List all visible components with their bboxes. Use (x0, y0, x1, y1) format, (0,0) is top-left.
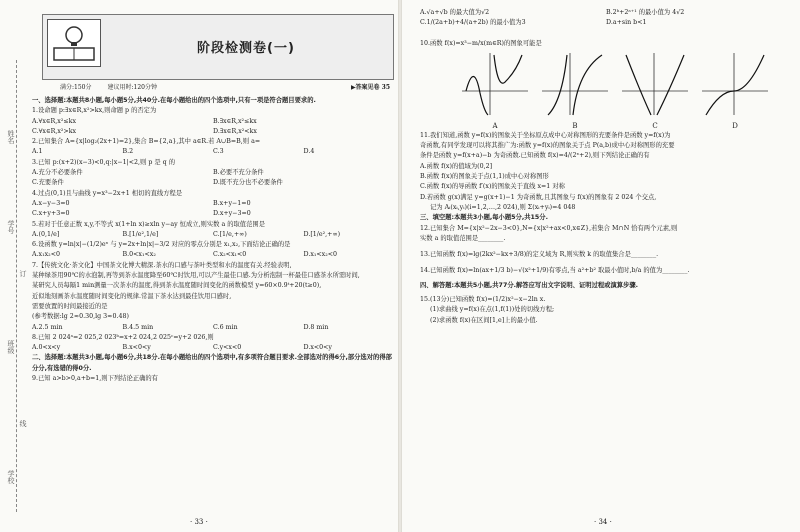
option: B.[1/e²,1/e] (122, 230, 159, 238)
section-heading: 三、填空题:本题共3小题,每小题5分,共15分. (420, 214, 548, 222)
option: C.x₂<x₁<0 (213, 251, 247, 259)
graph-options (460, 51, 792, 131)
question-text: 10.函数 f(x)=x³−m/x(m∈R)的图象可能是 (420, 39, 542, 47)
option: C.∀x∈R,x²>kx (32, 127, 77, 135)
lightbulb-book-icon (47, 19, 101, 67)
student-id-label: 学号 (7, 220, 15, 234)
question-text: 14.已知函数 f(x)=ln(ax+1/3 b)−√(x²+1/9)有零点,当 a²+b² 取最小值时,b/a 的值为________. (420, 267, 690, 275)
line-mark: 线 (19, 420, 27, 427)
right-page (402, 0, 800, 532)
question-text: 6.设函数 y=ln|x|−(1/2)eˣ 与 y=2x+ln|x|−3/2 对应的零点分别是 x₁,x₂,下面结论正确的是 (32, 241, 291, 249)
option: B.函数 f(x)的图象关于点(1,1)成中心对称图形 (420, 173, 549, 181)
question-text: 奇函数,有同学发现可以将其推广为:函数 y=f(x)的图象关于点 P(a,b)成中心对称图形的充要 (420, 142, 675, 150)
graph-label: D (732, 122, 738, 131)
option: C.3 (213, 148, 224, 156)
question-text: (参考数据:lg 2≈0.30,lg 3≈0.48) (32, 313, 129, 321)
option: A.1 (32, 148, 43, 156)
graph-option-c (620, 51, 690, 131)
option: B.2ᵇ+2ᵃ⁺¹ 的最小值为 4√2 (606, 9, 685, 16)
option: C.6 min (213, 323, 238, 331)
option: C.[1/e,+∞) (213, 230, 247, 238)
question-text: 12.已知集合 M={x|x²−2x−3<0},N={x|x²+ax<0,x∈Z},若集合 M∩N 恰有两个元素,则 (420, 224, 678, 232)
option: A.(0,1/e] (32, 230, 60, 238)
question-text: 13.已知函数 f(x)=lg(2kx²−kx+3/8)的定义域为 R,则实数 k 的取值集合是________. (420, 251, 659, 259)
graph-label: A (492, 122, 498, 131)
school-label: 学校 (7, 470, 15, 484)
option: A.x−y−3=0 (32, 199, 70, 207)
question-text: 1.设命题 p:∃x∈R,x²>kx,则命题 p 的否定为 (32, 107, 157, 115)
option: D.8 min (303, 323, 329, 331)
left-content (32, 96, 394, 384)
option: D.4 (303, 148, 315, 156)
question-text: 某种绿茶用90℃的水泡制,再等到茶水温度降至60℃时饮用,可以产生最佳口感.为分析泡制一杯最佳口感茶水所需时间, (32, 272, 360, 280)
question-text: 3.已知 p:(x+2)(x−3)<0,q:|x−1|<2,则 p 是 q 的 (32, 158, 176, 166)
option: D.∃x∈R,x²<kx (213, 127, 257, 135)
section-heading: 二、选择题:本题共3小题,每小题6分,共18分.在每小题给出的四个选项中,有多项符合题目要求.全部选对的得6分,部分选对的得部分分,有选错的得0分. (32, 354, 392, 372)
option: B.4.5 min (122, 323, 154, 331)
option: B.必要不充分条件 (213, 169, 264, 177)
option: D.若函数 g(x)满足 y=g(x+1)−1 为奇函数,且其图象与 f(x)的图象有 2 024 个交点, (420, 193, 657, 201)
option: D.x<0<y (303, 344, 332, 352)
option: C.1/(2a+b)+4/(a+2b) 的最小值为3 (420, 19, 526, 27)
option: C.充要条件 (32, 179, 64, 187)
question-text: 某研究人员每隔1 min测量一次茶水的温度,得到茶水温度随时间变化的函数模型 y=60×0.9ᵗ+20(t≥0), (32, 282, 322, 290)
option: B.∃x∈R,x²≤kx (213, 117, 257, 125)
exam-meta (60, 82, 390, 91)
option: D.[1/e²,+∞) (303, 230, 341, 238)
option: D.x₁<x₂<0 (303, 251, 338, 259)
binding-mark: 订 (19, 270, 27, 277)
full-score: 满分:150分 (60, 84, 92, 91)
option: A.0<x<y (32, 344, 61, 352)
name-label: 姓名 (7, 130, 15, 144)
question-text: 需要放置的时间最接近的是 (32, 302, 108, 310)
question-text: 15.(13分)已知函数 f(x)=(1/2)x²−x−2ln x. (420, 296, 546, 304)
question-text: 5.若对于任意正数 x,y,不等式 x(1+ln x)≥xln y−ay 恒成立,则实数 a 的取值范围是 (32, 220, 265, 228)
question-text: 2.已知集合 A={x|log₂(2x+1)=2},集合 B={2,a},其中 a∈R.若 A∪B=B,则 a= (32, 138, 261, 146)
option: A.∀x∈R,x²≤kx (32, 117, 77, 125)
question-text: 7.【传统文化·茶文化】中国茶文化博大精深.茶水的口感与茶叶类型和水的温度有关.经验表明, (32, 261, 292, 269)
answer-reference: ▶答案见卷 35 (350, 84, 390, 91)
graph-label: C (652, 122, 658, 131)
section-heading: 一、选择题:本题共8小题,每小题5分,共40分.在每小题给出的四个选项中,只有一项是符合题目要求的. (32, 97, 316, 104)
page-number: · 33 · (190, 518, 208, 526)
option: 记为 Aᵢ(xᵢ,yᵢ)(i=1,2,…,2 024),则 Σ(xᵢ+yᵢ)=4 048 (430, 203, 576, 211)
graph-option-d (700, 51, 770, 131)
option: C.y<x<0 (213, 344, 242, 352)
question-text: 近似地刻画茶水温度随时间变化的规律.常温下茶水达到最佳饮用口感时, (32, 292, 232, 300)
exam-header (42, 14, 394, 80)
section-heading: 四、解答题:本题共5小题,共77分.解答应写出文字说明、证明过程或演算步骤. (420, 281, 639, 289)
exam-title: 阶段检测卷(一) (197, 41, 295, 56)
question-text: (1)求曲线 y=f(x)在点(1,f(1))处的切线方程; (430, 306, 555, 314)
option: B.2 (122, 148, 134, 156)
option: C.函数 f(x)的导函数 f′(x)的图象关于直线 x=1 对称 (420, 183, 565, 191)
option: A.2.5 min (32, 323, 63, 331)
question-text: 9.已知 a>b>0,a+b=1,则下列结论正确的有 (32, 375, 158, 383)
binding-margin (0, 0, 26, 532)
left-page (0, 0, 398, 532)
option: D.既不充分也不必要条件 (213, 179, 283, 187)
option: B.x<0<y (122, 344, 151, 352)
option: B.0<x₁<x₂ (122, 251, 156, 259)
graph-option-b (540, 51, 610, 131)
class-label: 班级 (7, 340, 15, 354)
option: A.√a+√b 的最大值为√2 (420, 9, 490, 16)
question-text: (2)求函数 f(x)在区间[1,e]上的最小值. (430, 316, 538, 324)
option: A.函数 f(x)的值域为(0,2] (420, 162, 493, 170)
question-text: 8.已知 2 024ᵃ=2 025,2 023ᵇ=x+2 024,2 025ᶜ=y+2 026,则 (32, 333, 214, 341)
option: C.x+y+3=0 (32, 210, 70, 218)
time-limit: 建议用时:120分钟 (107, 84, 157, 91)
question-text: 条件是函数 y=f(x+a)−b 为奇函数.已知函数 f(x)=4/(2ˣ+2),则下列结论正确的有 (420, 152, 650, 160)
question-text: 11.我们知道,函数 y=f(x)的图象关于坐标原点成中心对称图形的充要条件是函数 y=f(x)为 (420, 131, 671, 139)
option: A.x₁x₂<0 (32, 251, 60, 259)
question-text: 实数 a 的取值范围是________. (420, 234, 506, 242)
graph-option-a (460, 51, 530, 131)
page-number: · 34 · (594, 518, 612, 526)
option: B.x+y−1=0 (213, 199, 251, 207)
graph-label: B (572, 122, 578, 131)
option: D.a+sin b<1 (606, 19, 647, 27)
question-text: 4.过点(0,1)且与曲线 y=x³−2x+1 相切的直线方程是 (32, 189, 183, 197)
option: D.x+y−3=0 (213, 210, 251, 218)
option: A.充分不必要条件 (32, 169, 83, 177)
cut-line (16, 60, 17, 512)
right-content (420, 8, 792, 326)
